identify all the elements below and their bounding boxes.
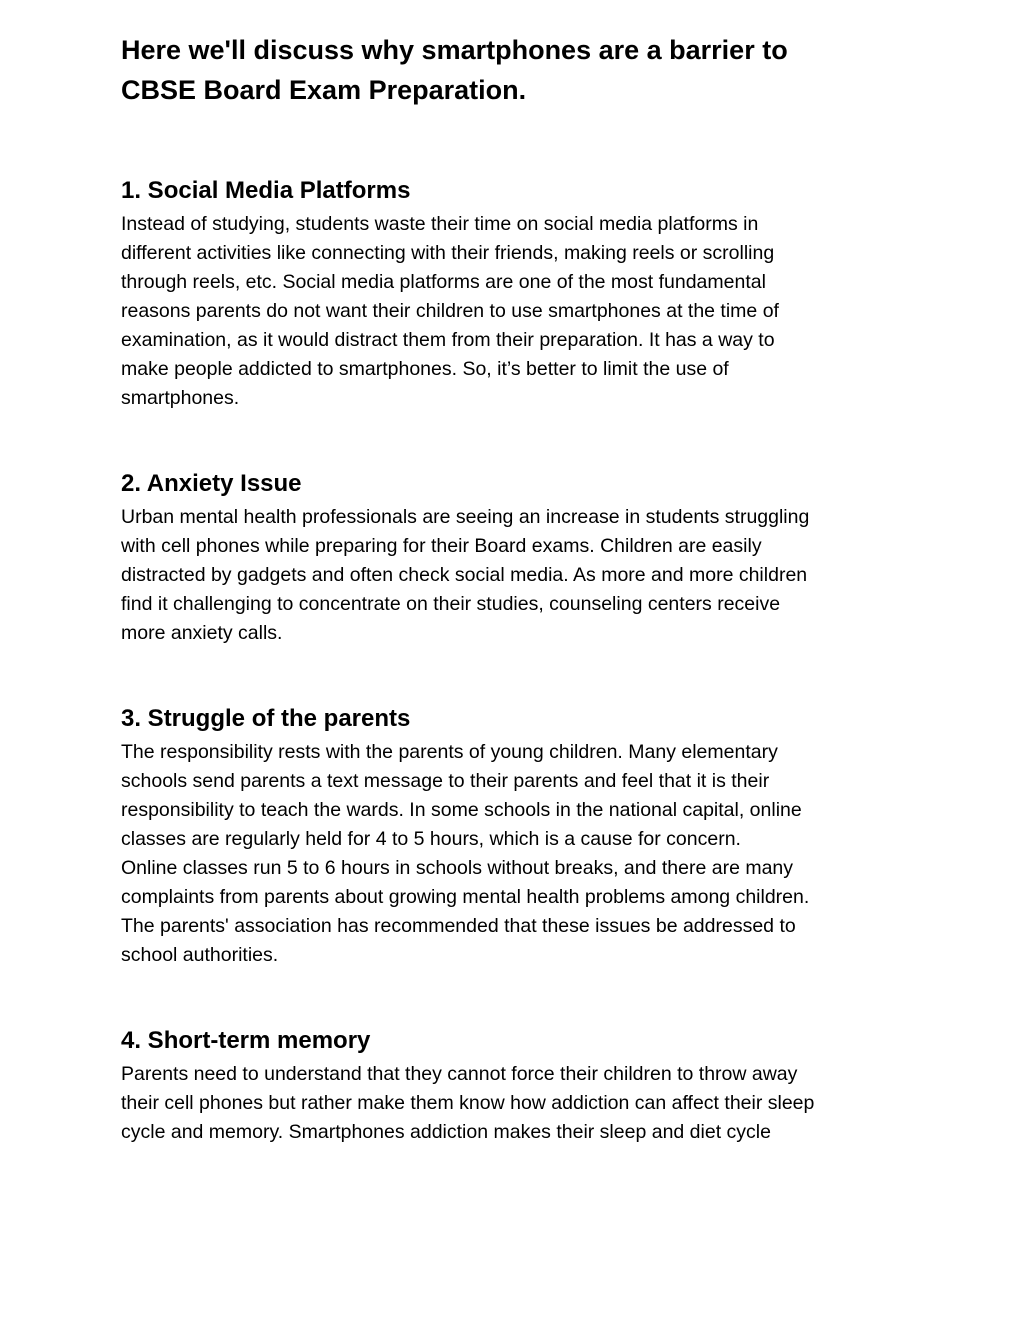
paragraph-line: responsibility to teach the wards. In some schools in the national capital, online <box>121 799 802 821</box>
paragraph-line: make people addicted to smartphones. So, it’s better to limit the use of <box>121 358 729 380</box>
paragraph-line: The parents' association has recommended that these issues be addressed to <box>121 915 796 937</box>
paragraph-line: different activities like connecting with their friends, making reels or scrolling <box>121 242 775 264</box>
section-paragraph <box>121 210 911 413</box>
paragraph-line: with cell phones while preparing for their Board exams. Children are easily <box>121 535 762 557</box>
section-struggle-of-parents <box>121 704 911 970</box>
paragraph-line: their cell phones but rather make them know how addiction can affect their sleep <box>121 1092 815 1114</box>
document-page <box>121 30 911 1147</box>
paragraph-line: complaints from parents about growing mental health problems among children. <box>121 886 810 908</box>
paragraph-line: examination, as it would distract them from their preparation. It has a way to <box>121 329 775 351</box>
paragraph-line: more anxiety calls. <box>121 622 283 644</box>
paragraph-line: Urban mental health professionals are seeing an increase in students struggling <box>121 506 810 528</box>
section-paragraph <box>121 738 911 970</box>
paragraph-line: Online classes run 5 to 6 hours in schools without breaks, and there are many <box>121 857 794 879</box>
section-paragraph <box>121 1060 911 1147</box>
section-heading: 4. Short-term memory <box>121 1027 371 1054</box>
paragraph-line: reasons parents do not want their children to use smartphones at the time of <box>121 300 779 322</box>
paragraph-line: Instead of studying, students waste their time on social media platforms in <box>121 213 759 235</box>
paragraph-line: Parents need to understand that they cannot force their children to throw away <box>121 1063 798 1085</box>
section-anxiety-issue <box>121 469 911 648</box>
section-social-media <box>121 176 911 413</box>
paragraph-line: classes are regularly held for 4 to 5 hours, which is a cause for concern. <box>121 828 741 850</box>
paragraph-line: find it challenging to concentrate on their studies, counseling centers receive <box>121 593 781 615</box>
paragraph-line: school authorities. <box>121 944 279 966</box>
paragraph-line: distracted by gadgets and often check social media. As more and more children <box>121 564 808 586</box>
document-title <box>121 30 911 110</box>
paragraph-line: schools send parents a text message to their parents and feel that it is their <box>121 770 770 792</box>
paragraph-line: smartphones. <box>121 387 240 409</box>
section-heading: 3. Struggle of the parents <box>121 705 411 732</box>
paragraph-line: cycle and memory. Smartphones addiction makes their sleep and diet cycle <box>121 1121 771 1143</box>
section-short-term-memory <box>121 1026 911 1147</box>
section-heading: 2. Anxiety Issue <box>121 470 302 497</box>
paragraph-line: through reels, etc. Social media platforms are one of the most fundamental <box>121 271 766 293</box>
section-paragraph <box>121 503 911 648</box>
title-line: Here we'll discuss why smartphones are a barrier to <box>121 35 788 65</box>
paragraph-line: The responsibility rests with the parents of young children. Many elementary <box>121 741 778 763</box>
title-line: CBSE Board Exam Preparation. <box>121 75 527 105</box>
section-heading: 1. Social Media Platforms <box>121 177 411 204</box>
